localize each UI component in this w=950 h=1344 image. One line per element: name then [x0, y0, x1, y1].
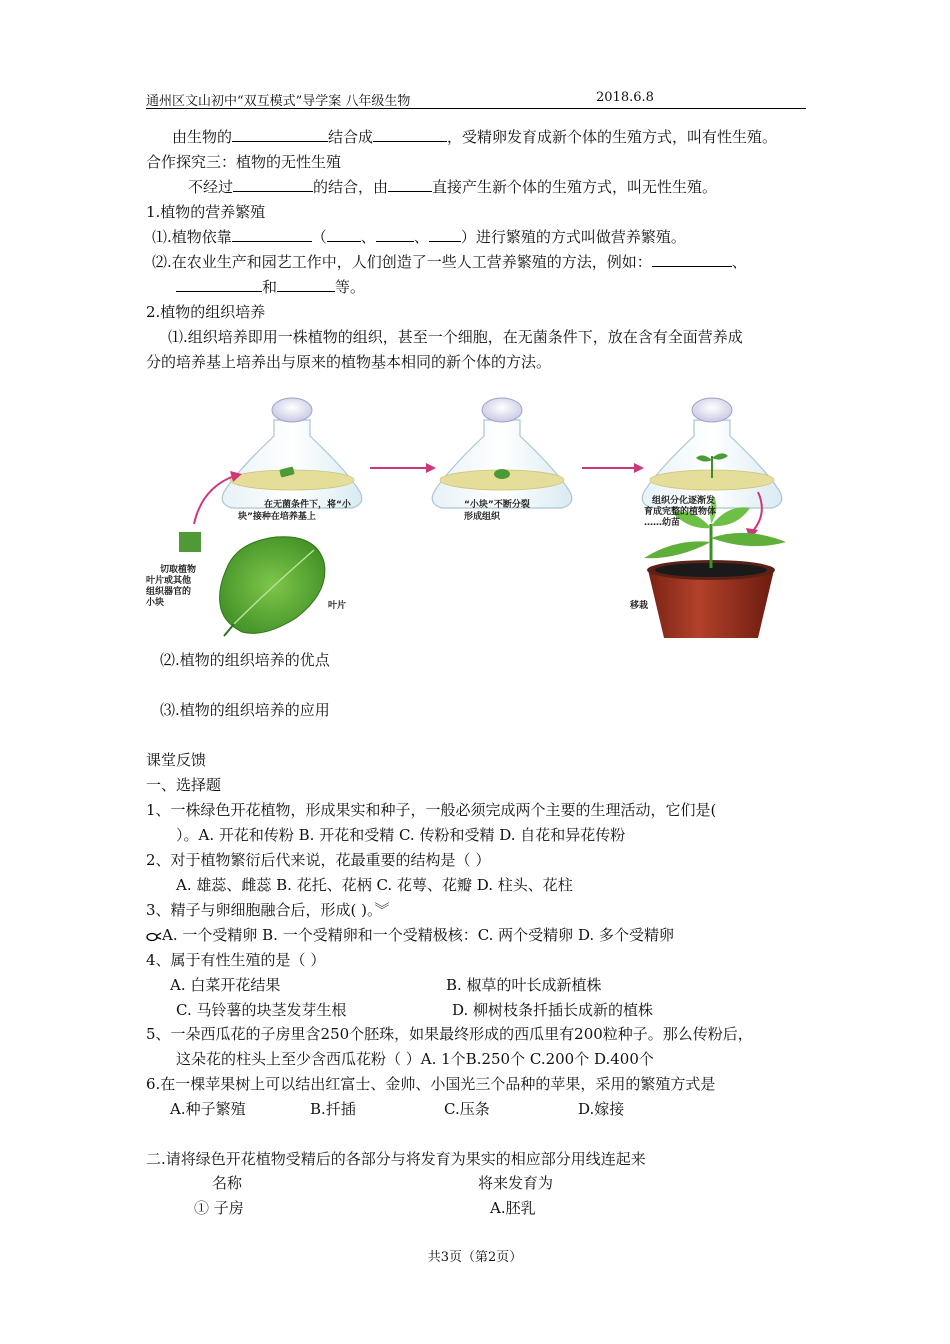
leaf-piece: [179, 532, 201, 552]
section1-title: 一、选择题: [146, 776, 222, 794]
blank: [327, 226, 361, 242]
question-6-option-c: C.压条: [444, 1100, 490, 1118]
question-1-line1: 1、一株绿色开花植物，形成果实和种子，一般必须完成两个主要的生理活动，它们是(: [146, 801, 717, 819]
header-date: 2018.6.8: [596, 90, 654, 105]
question-5-line2: 这朵花的柱头上至少含西瓜花粉（ ）A. 1个B.250个 C.200个 D.400个: [176, 1050, 654, 1068]
caption-inoculate-1: 在无菌条件下，将“小: [264, 500, 351, 510]
question-6: 6.在一棵苹果树上可以结出红富士、金帅、小国光三个品种的苹果，采用的繁殖方式是: [146, 1075, 716, 1093]
tissue-culture-advantages: ⑵.植物的组织培养的优点: [160, 651, 330, 669]
tissue-culture-item1-line2: 分的培养基上培养出与原来的植物基本相同的新个体的方法。: [146, 353, 552, 371]
header-title: 通州区文山初中“双互模式”导学案 八年级生物: [146, 94, 411, 109]
question-1-line2: ）。A. 开花和传粉 B. 开花和受精 C. 传粉和受精 D. 自花和异花传粉: [176, 826, 626, 844]
caption-inoculate-2: 块”接种在培养基上: [238, 512, 316, 522]
tissue-culture-diagram: [146, 392, 806, 642]
tissue-culture-illustration: [146, 392, 806, 642]
blank: [373, 126, 447, 142]
blank: [232, 226, 312, 242]
leaf-image: [220, 537, 325, 636]
asexual-reproduction-definition: 不经过 的结合，由 直接产生新个体的生殖方式，叫无性生殖。: [188, 178, 718, 196]
page-footer: 共3页（第2页）: [427, 1250, 523, 1265]
question-6-option-b: B.扦插: [310, 1100, 356, 1118]
caption-transplant: 移栽: [630, 601, 649, 611]
vegetative-item1: ⑴.植物依靠 （ 、 、 ）进行繁殖的方式叫做营养繁殖。: [152, 228, 686, 246]
column-name-header: 名称: [212, 1174, 243, 1192]
caption-cut-1: 切取植物: [160, 565, 197, 575]
question-3-options: A. 一个受精卵 B. 一个受精卵和一个受精极核：C. 两个受精卵 D. 多个受精卵: [146, 924, 674, 946]
flask-3: [642, 398, 782, 508]
sexual-reproduction-definition: 由生物的 结合成 ，受精卵发育成新个体的生殖方式，叫有性生殖。: [172, 128, 778, 146]
blank: [233, 176, 313, 192]
tissue-culture-title: 2.植物的组织培养: [146, 303, 266, 321]
page-header: [146, 88, 806, 109]
question-4-option-d: D. 柳树枝条扦插长成新的植株: [452, 1001, 654, 1019]
marker-icon: [146, 930, 162, 942]
caption-cut-2: 叶片或其他: [146, 576, 192, 586]
section2-title: 二.请将绿色开花植物受精后的各部分与将发育为果实的相应部分用线连起来: [146, 1150, 646, 1168]
vegetative-item2-line2: 和 等。: [176, 276, 365, 298]
caption-divide-1: “小块”不断分裂: [464, 500, 530, 510]
question-4-option-c: C. 马铃薯的块茎发芽生根: [176, 1001, 347, 1019]
question-3: 3、精子与卵细胞融合后，形成( )。︾: [146, 901, 390, 919]
caption-cut-3: 组织器官的: [146, 587, 192, 597]
question-2-options: A. 雄蕊、雌蕊 B. 花托、花柄 C. 花萼、花瓣 D. 柱头、花柱: [176, 876, 573, 894]
vegetative-title: 1.植物的营养繁殖: [146, 203, 266, 221]
question-6-option-d: D.嫁接: [578, 1100, 625, 1118]
blank: [388, 176, 432, 192]
question-2: 2、对于植物繁衍后代来说，花最重要的结构是（ ）: [146, 851, 491, 869]
caption-differentiate-3: ……幼苗: [644, 518, 681, 528]
caption-divide-2: 形成组织: [464, 512, 501, 522]
tissue-culture-item1-line1: ⑴.组织培养即用一株植物的组织，甚至一个细胞，在无菌条件下，放在含有全面营养成: [168, 328, 743, 346]
blank: [652, 251, 732, 267]
matching-row1-name: ① 子房: [194, 1199, 244, 1217]
arrow-right-2: [582, 463, 644, 473]
column-develop-header: 将来发育为: [478, 1174, 554, 1192]
question-5-line1: 5、一朵西瓜花的子房里含250个胚珠，如果最终形成的西瓜里有200粒种子。那么传粉后，: [146, 1025, 753, 1043]
caption-leaf: 叶片: [328, 601, 347, 611]
blank: [176, 276, 262, 292]
arrow-right-1: [370, 463, 436, 473]
caption-cut-4: 小块: [146, 598, 165, 608]
blank: [232, 126, 328, 142]
matching-row1-develop: A.胚乳: [490, 1199, 536, 1217]
blank: [376, 226, 414, 242]
blank: [277, 276, 335, 292]
vegetative-item2-line1: ⑵.在农业生产和园艺工作中，人们创造了一些人工营养繁殖的方法，例如： 、: [152, 253, 747, 271]
question-6-option-a: A.种子繁殖: [170, 1100, 246, 1118]
question-4-option-a: A. 白菜开花结果: [170, 976, 281, 994]
flask-2: [432, 398, 572, 508]
caption-differentiate-2: 育成完整的植物体: [644, 507, 717, 517]
tissue-culture-applications: ⑶.植物的组织培养的应用: [160, 701, 330, 719]
question-4: 4、属于有性生殖的是（ ）: [146, 951, 326, 969]
feedback-title: 课堂反馈: [146, 751, 207, 769]
caption-differentiate-1: 组织分化逐渐发: [652, 496, 716, 506]
section3-title: 合作探究三：植物的无性生殖: [146, 153, 342, 171]
flask-1: [222, 398, 362, 508]
question-4-option-b: B. 椒草的叶长成新植株: [446, 976, 602, 994]
blank: [429, 226, 461, 242]
